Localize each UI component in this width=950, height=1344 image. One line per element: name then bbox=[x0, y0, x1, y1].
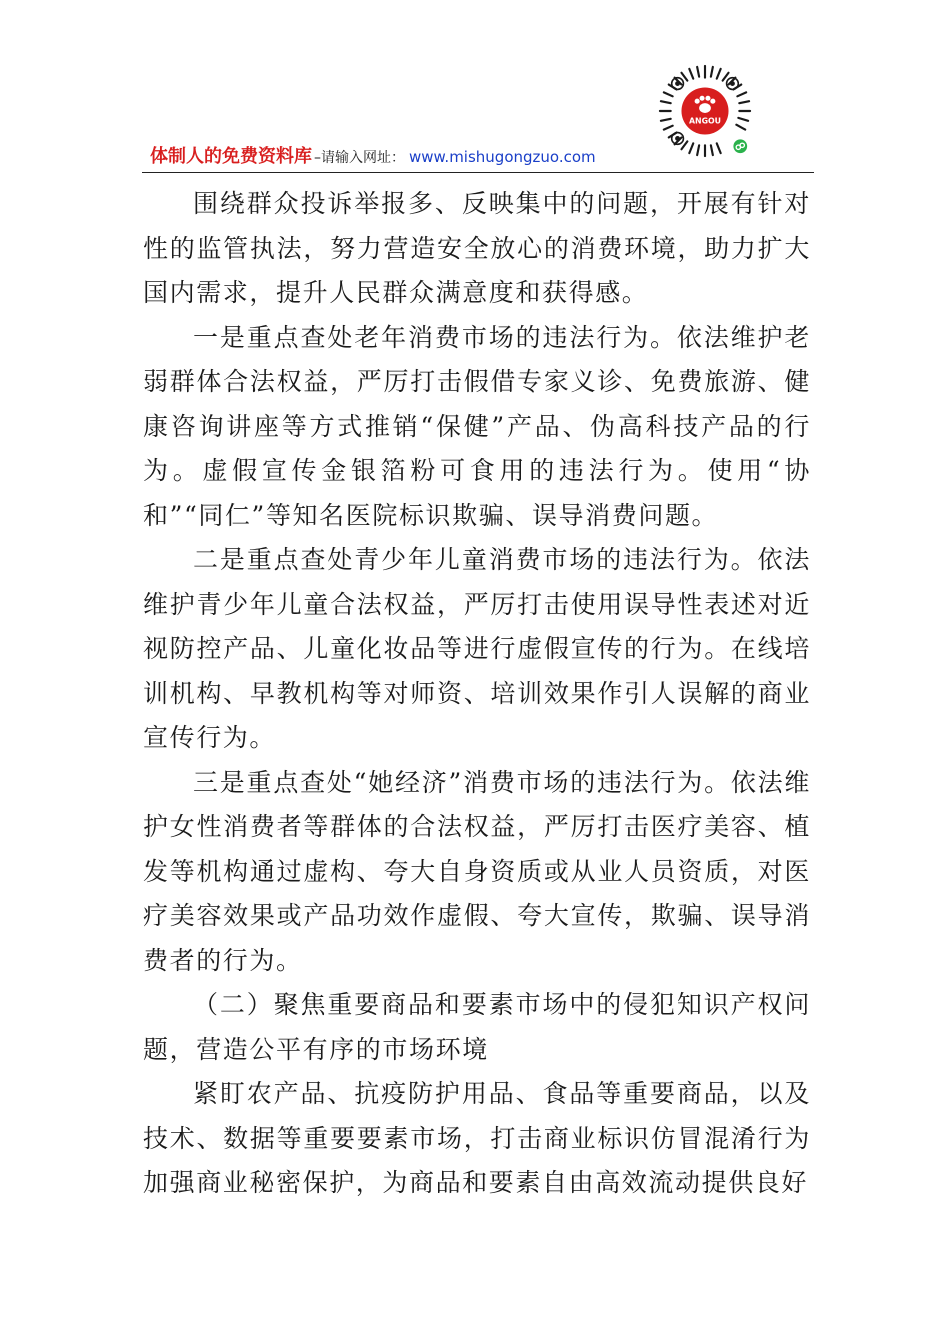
paragraph-elderly-market: 一是重点查处老年消费市场的违法行为。依法维护老弱群体合法权益，严厉打击假借专家义诊、免费旅游、健康咨询讲座等方式推销“保健”产品、伪高科技产品的行为。虚假宣传金银箔粉可食用的违法行为。使用“协和”“同仁”等知名医院标识欺骗、误导消费问题。 bbox=[143, 322, 811, 530]
paragraph-intro: 围绕群众投诉举报多、反映集中的问题，开展有针对性的监管执法，努力营造安全放心的消费环境，助力扩大国内需求，提升人民群众满意度和获得感。 bbox=[143, 189, 811, 307]
header-divider bbox=[142, 172, 814, 173]
paragraph-her-economy: 三是重点查处“她经济”消费市场的违法行为。依法维护女性消费者等群体的合法权益，严厉打击医疗美容、植发等机构通过虚构、夸大自身资质或从业人员资质，对医疗美容效果或产品功效作虚假、夸大宣传，欺骗、误导消费者的行为。 bbox=[143, 767, 811, 975]
paragraph-youth-market: 二是重点查处青少年儿童消费市场的违法行为。依法维护青少年儿童合法权益，严厉打击使用误导性表述对近视防控产品、儿童化妆品等进行虚假宣传的行为。在线培训机构、早教机构等对师资、培训效果作引人误解的商业宣传行为。 bbox=[143, 545, 811, 752]
page-header bbox=[150, 142, 810, 172]
section-heading-2: （二）聚焦重要商品和要素市场中的侵犯知识产权问题，营造公平有序的市场环境 bbox=[143, 990, 811, 1064]
paragraph-key-commodities: 紧盯农产品、抗疫防护用品、食品等重要商品，以及技术、数据等重要要素市场，打击商业标识仿冒混淆行为加强商业秘密保护，为商品和要素自由高效流动提供良好 bbox=[143, 1079, 811, 1197]
url-prompt: –请输入网址： bbox=[314, 150, 405, 166]
qr-label: ANGOU bbox=[688, 116, 722, 126]
document-body bbox=[143, 182, 811, 1206]
site-link[interactable]: www.mishugongzuo.com bbox=[409, 148, 596, 166]
brand-title: 体制人的免费资料库 bbox=[150, 146, 312, 167]
